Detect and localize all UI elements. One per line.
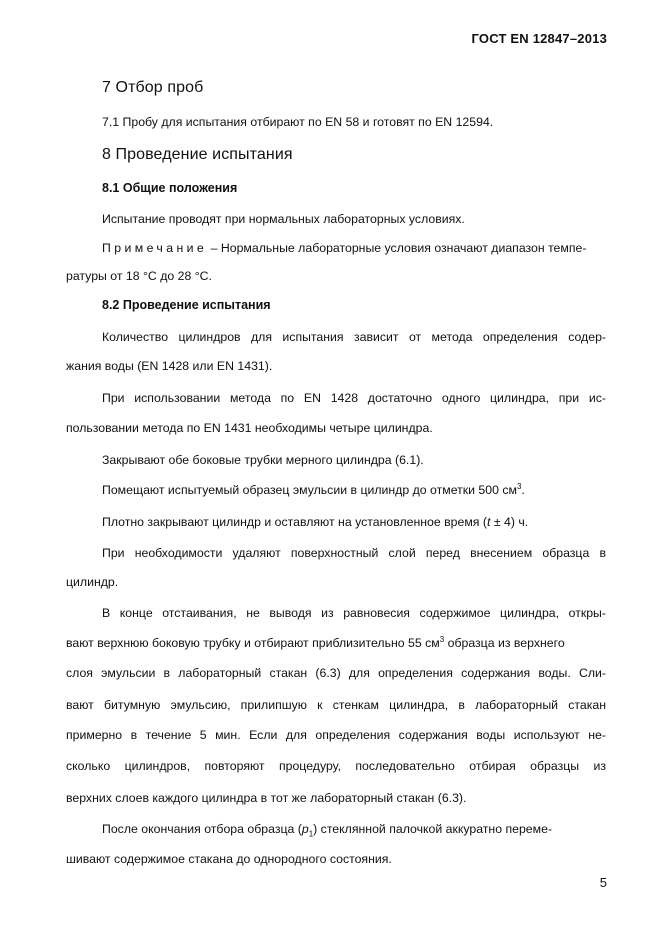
paragraph-line: Количество цилиндров для испытания зависит от метода определения содер-	[102, 330, 606, 344]
section-7-title: 7 Отбор проб	[102, 79, 204, 96]
superscript: 3	[439, 634, 445, 644]
text-run: ± 4) ч.	[490, 515, 529, 529]
section-8-title: 8 Проведение испытания	[102, 146, 293, 163]
paragraph-line: В конце отстаивания, не выводя из равновесия содержимое цилиндра, откры-	[102, 606, 606, 620]
paragraph-line: Закрывают обе боковые трубки мерного цилиндра (6.1).	[102, 453, 424, 467]
paragraph-line: слоя эмульсии в лабораторный стакан (6.3) для определения содержания воды. Сли-	[66, 666, 606, 680]
paragraph-line: При использовании метода по EN 1428 достаточно одного цилиндра, при ис-	[102, 391, 606, 405]
text-run: вают верхнюю боковую трубку и отбирают приблизительно 55 см	[66, 636, 440, 650]
superscript: 3	[516, 481, 522, 491]
note-line-2: ратуры от 18 °С до 28 °С.	[66, 269, 212, 283]
text-run: Помещают испытуемый образец эмульсии в цилиндр до отметки 500 см	[102, 483, 517, 497]
paragraph-line	[102, 482, 606, 498]
variable: t	[486, 515, 491, 529]
paragraph-line: При необходимости удаляют поверхностный слой перед внесением образца в	[102, 546, 606, 560]
paragraph-line: шивают содержимое стакана до однородного состояния.	[66, 852, 392, 866]
paragraph-line	[102, 821, 606, 842]
note-label: Примечание	[102, 241, 208, 255]
text-run: ) стеклянной палочкой аккуратно переме-	[313, 822, 553, 836]
text-run: .	[521, 483, 525, 497]
paragraph-line: пользовании метода по EN 1431 необходимы четыре цилиндра.	[66, 421, 433, 435]
page-number: 5	[599, 875, 607, 890]
paragraph-7-1: 7.1 Пробу для испытания отбирают по EN 58 и готовят по EN 12594.	[102, 115, 494, 129]
text-run: После окончания отбора образца (	[102, 822, 302, 836]
paragraph-line	[102, 514, 606, 530]
subscript: 1	[308, 829, 314, 839]
note-line-1	[102, 240, 606, 256]
paragraph-line: цилиндр.	[66, 575, 119, 589]
paragraph-line: примерно в течение 5 мин. Если для определения содержания воды используют не-	[66, 728, 606, 742]
text-run: образца из верхнего	[444, 636, 565, 650]
paragraph-line: вают битумную эмульсию, прилипшую к стенкам цилиндра, в лабораторный стакан	[66, 698, 606, 712]
document-header: ГОСТ EN 12847–2013	[471, 31, 607, 46]
subsection-8-1-title: 8.1 Общие положения	[102, 181, 238, 195]
text-run: Плотно закрывают цилиндр и оставляют на установленное время (	[102, 515, 487, 529]
paragraph-8-1: Испытание проводят при нормальных лабораторных условиях.	[102, 212, 465, 226]
paragraph-line: сколько цилиндров, повторяют процедуру, последовательно отбирая образцы из	[66, 759, 606, 773]
subsection-8-2-title: 8.2 Проведение испытания	[102, 298, 271, 312]
variable: p	[301, 822, 309, 836]
paragraph-line: верхних слоев каждого цилиндра в тот же лабораторный стакан (6.3).	[66, 791, 467, 805]
paragraph-line	[66, 635, 606, 651]
paragraph-line: жания воды (EN 1428 или EN 1431).	[66, 359, 273, 373]
note-text: – Нормальные лабораторные условия означают диапазон темпе-	[210, 241, 587, 255]
